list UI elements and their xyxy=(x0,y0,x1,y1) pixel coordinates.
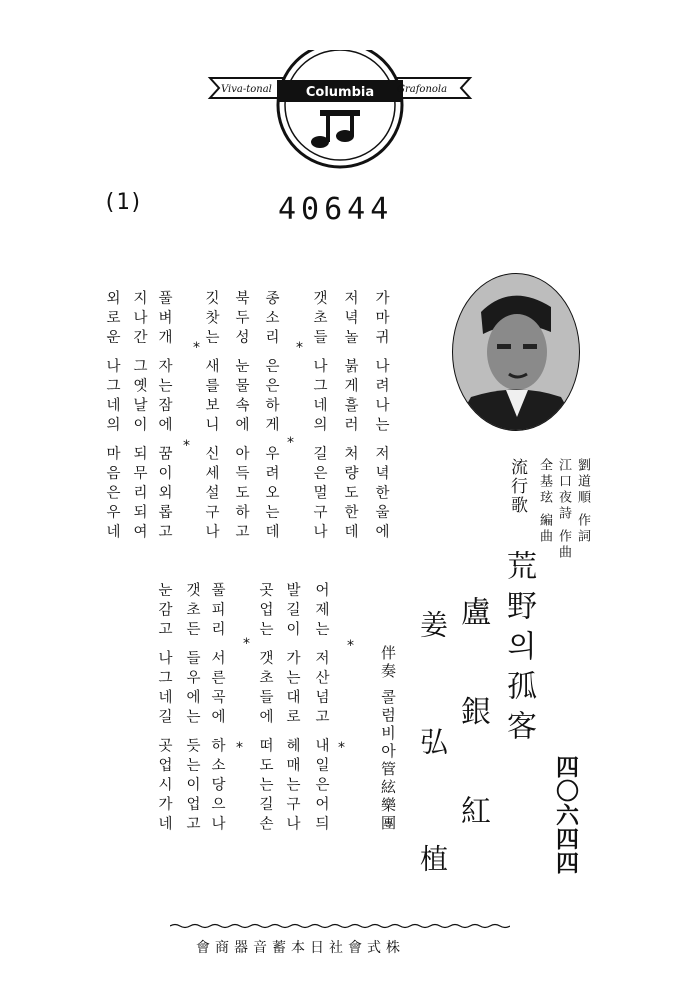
lyric-line: 발길이 가는대로 헤매는구나 xyxy=(284,582,300,836)
logo-center-text: Columbia xyxy=(305,85,375,100)
publisher-name xyxy=(196,937,405,957)
lyric-line: 저녁놀 붉게흘러 처량도한데 xyxy=(342,290,358,544)
singer-portrait xyxy=(451,272,581,432)
composer-credit: 江口夜詩 作曲 xyxy=(556,458,571,562)
lyric-line: 갯초들 나그네의 길은멀구나 xyxy=(311,290,327,544)
lyric-line: 곳업는 갯초들에 떠도는길손 xyxy=(257,582,273,836)
lyric-line: 지나간 그옛날이 되무리되여 xyxy=(131,290,147,544)
verse-separator: * xyxy=(236,740,243,756)
verse-separator: * xyxy=(193,340,200,356)
lyric-line: 어제는 저산넘고 내일은어듸 xyxy=(313,582,329,836)
side-number: (1) xyxy=(103,190,143,215)
record-number: 40644 xyxy=(278,192,394,227)
publisher-text: 株式會社日本蓄音器商會 xyxy=(196,940,405,956)
verse-separator: * xyxy=(338,740,345,756)
accompaniment-credit: 伴奏 콜럼비아管絃樂團 xyxy=(379,645,397,833)
logo-right-text: Grafonola xyxy=(397,84,448,95)
lyric-line: 깃찻는 새를보니 신세설구나 xyxy=(203,290,219,544)
verse-separator: * xyxy=(296,340,303,356)
footer-divider xyxy=(170,923,510,929)
arranger-credit: 全基玹 編曲 xyxy=(537,458,552,546)
lyricist-credit: 劉道順 作詞 xyxy=(575,458,590,546)
lyric-line: 풀피리 서른곡에 하소당으나 xyxy=(209,582,225,836)
logo-left-text: Viva-tonal xyxy=(221,84,272,95)
lyric-line: 눈감고 나그네길 곳업시가네 xyxy=(156,582,172,836)
singer-name: 姜 弘 植 xyxy=(416,610,449,912)
verse-separator: * xyxy=(183,438,190,454)
lyric-line: 가마귀 나려나는 저녁한울에 xyxy=(373,290,389,544)
columbia-logo xyxy=(205,50,475,170)
verse-separator: * xyxy=(347,638,354,654)
lyric-line: 종소리 은은하게 우려오는데 xyxy=(263,290,279,544)
song-title: 荒野의孤客 xyxy=(501,550,536,750)
lyric-line: 갯초든 들우에는 듯는이업고 xyxy=(184,582,200,836)
kanji-record-number: 四〇六四四 xyxy=(552,755,579,875)
lyric-line: 풀벼개 자는잠에 꿈이외롭고 xyxy=(156,290,172,544)
credits-block xyxy=(536,458,591,561)
lyric-line: 북두성 눈물속에 아득도하고 xyxy=(233,290,249,544)
verse-separator: * xyxy=(287,435,294,451)
verse-separator: * xyxy=(243,636,250,652)
genre-label: 流行歌 xyxy=(507,458,527,515)
singer-name: 盧 銀 紅 xyxy=(455,596,490,856)
lyric-line: 외로운 나그네의 마음은우네 xyxy=(104,290,120,544)
